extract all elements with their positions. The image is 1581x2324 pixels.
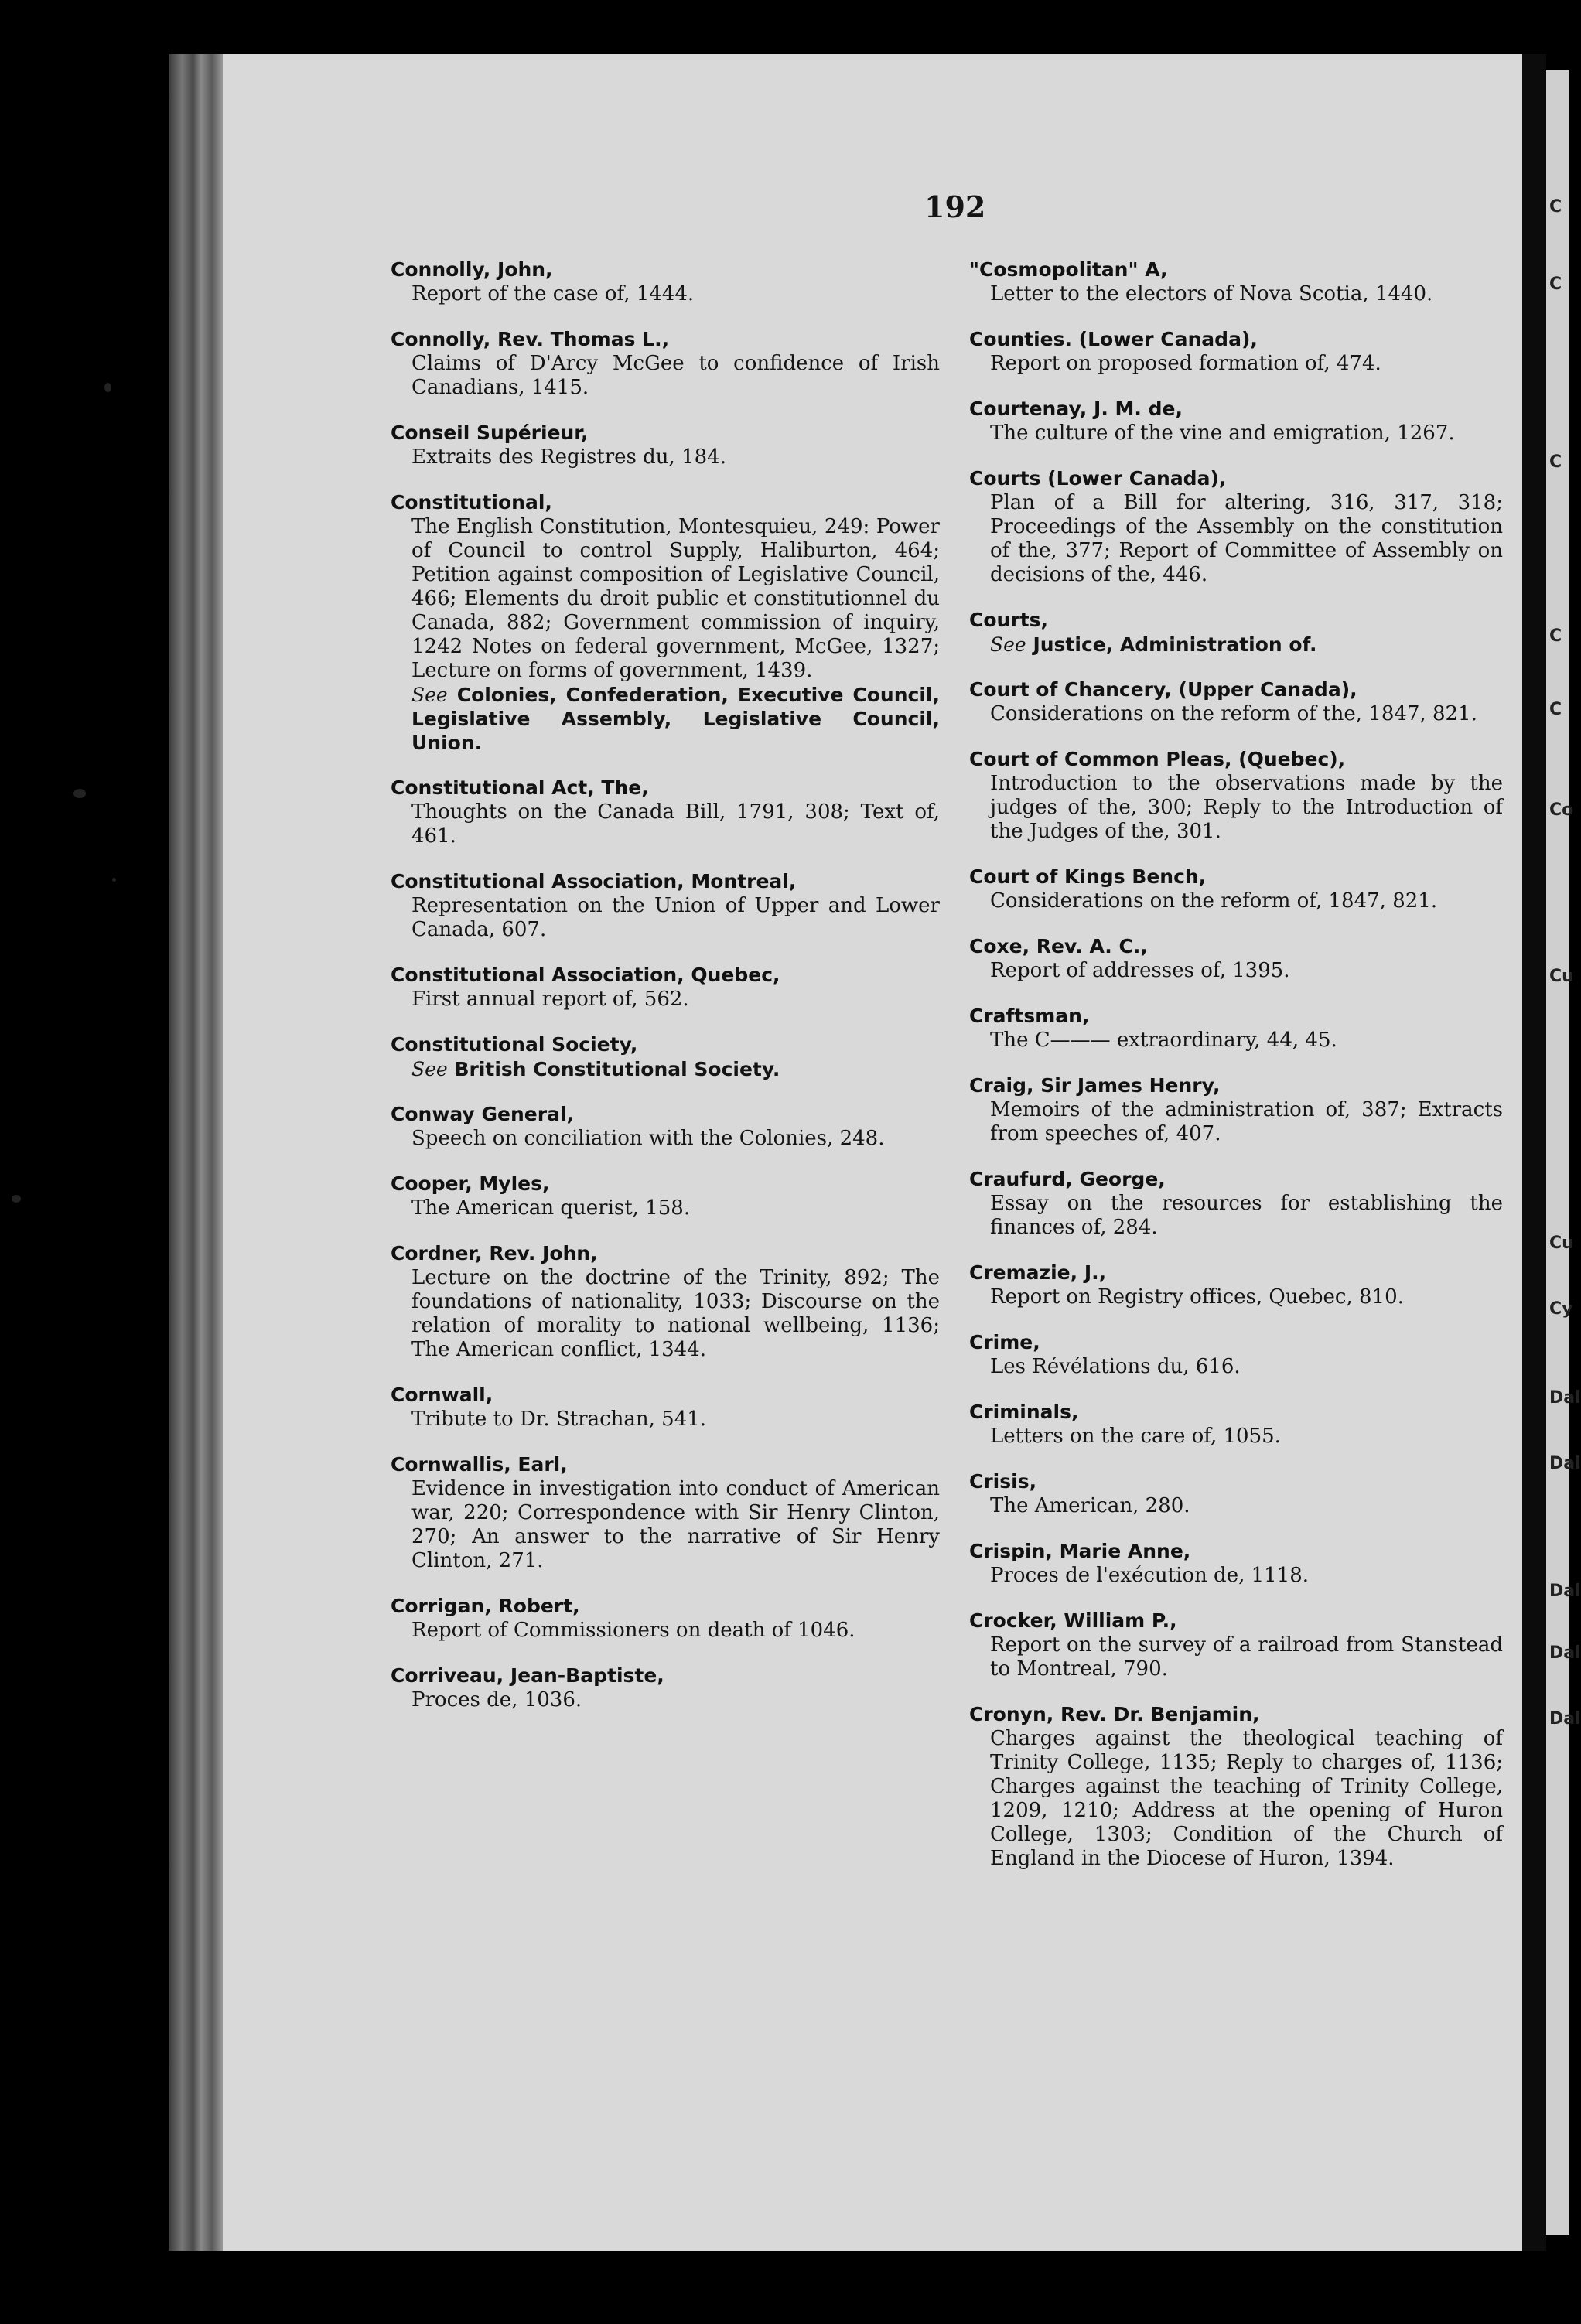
entry-heading: Craftsman,	[969, 1005, 1090, 1027]
entry-body: The C——— extraordinary, 44, 45.	[990, 1029, 1337, 1052]
entry-heading: Constitutional Association, Quebec,	[391, 964, 780, 986]
entry-heading: Craig, Sir James Henry,	[969, 1074, 1221, 1097]
index-entry	[969, 1399, 1503, 1449]
see-prefix: See	[411, 1058, 448, 1080]
entry-heading: Cremazie, J.,	[969, 1261, 1107, 1284]
index-entry	[969, 1260, 1503, 1309]
index-entry	[969, 466, 1503, 587]
index-entry	[969, 1003, 1503, 1053]
adjacent-page-letter: Cu	[1549, 1234, 1574, 1253]
entry-heading: Constitutional Act, The,	[391, 776, 649, 799]
index-entry	[391, 490, 940, 755]
entry-body: Tribute to Dr. Strachan, 541.	[411, 1408, 707, 1431]
entry-heading: Counties. (Lower Canada),	[969, 328, 1258, 350]
entry-heading: Constitutional Association, Montreal,	[391, 870, 797, 892]
index-entry	[969, 257, 1503, 306]
adjacent-page-letter: Dal	[1549, 1643, 1581, 1663]
index-entry	[969, 933, 1503, 983]
index-entry	[969, 1329, 1503, 1379]
entry-body: Proces de, 1036.	[411, 1688, 582, 1711]
entry-heading: Cornwall,	[391, 1384, 493, 1406]
entry-heading: Corrigan, Robert,	[391, 1595, 580, 1617]
entry-body: Report of Commissioners on death of 1046.	[411, 1619, 855, 1642]
entry-heading: Court of Kings Bench,	[969, 865, 1207, 888]
index-column-left	[391, 257, 940, 1732]
index-entry	[391, 1240, 940, 1362]
entry-heading: Connolly, John,	[391, 258, 553, 281]
entry-body: Les Révélations du, 616.	[990, 1355, 1241, 1378]
entry-heading: Cornwallis, Earl,	[391, 1453, 568, 1476]
index-entry	[391, 1382, 940, 1432]
entry-body: Report on proposed formation of, 474.	[990, 352, 1381, 375]
entry-body: Thoughts on the Canada Bill, 1791, 308; Text of, 461.	[411, 800, 940, 848]
entry-heading: Court of Chancery, (Upper Canada),	[969, 678, 1357, 701]
adjacent-page-letter: C	[1549, 626, 1562, 646]
entry-body: The English Constitution, Montesquieu, 249: Power of Council to control Supply, Haliburton, 464; Petition against composition of Legislative Council, 466; Elements du droit public et constitutionnel du Canada, 882; Government commission of inquiry, 1242 Notes on federal government, McGee, 1327; Lecture on forms of government, 1439.	[411, 515, 940, 682]
entry-body: Letters on the care of, 1055.	[990, 1425, 1281, 1448]
entry-body: Plan of a Bill for altering, 316, 317, 318; Proceedings of the Assembly on the constitution of the, 377; Report of Committee of Assembly on decisions of the, 446.	[990, 491, 1503, 586]
entry-heading: Connolly, Rev. Thomas L.,	[391, 328, 670, 350]
entry-body: Claims of D'Arcy McGee to confidence of Irish Canadians, 1415.	[411, 352, 940, 399]
see-prefix: See	[411, 684, 448, 706]
entry-heading: Cronyn, Rev. Dr. Benjamin,	[969, 1703, 1260, 1725]
entry-body: The American, 280.	[990, 1494, 1190, 1517]
index-entry	[391, 1171, 940, 1220]
entry-heading: Conway General,	[391, 1103, 575, 1125]
entry-heading: Cooper, Myles,	[391, 1172, 550, 1195]
index-entry	[969, 1469, 1503, 1518]
entry-heading: Constitutional Society,	[391, 1033, 638, 1056]
entry-heading: Crime,	[969, 1331, 1040, 1353]
entry-heading: Constitutional,	[391, 491, 552, 514]
entry-heading: Crisis,	[969, 1470, 1037, 1493]
see-target: British Constitutional Society.	[454, 1058, 780, 1080]
speck-mark	[12, 1195, 21, 1203]
index-entry	[391, 962, 940, 1012]
see-also-reference	[411, 1057, 940, 1081]
entry-body: Evidence in investigation into conduct of American war, 220; Correspondence with Sir Henry Clinton, 270; An answer to the narrative of Sir Henry Clinton, 271.	[411, 1477, 940, 1572]
adjacent-page-letter: C	[1549, 700, 1562, 719]
index-entry	[391, 1663, 940, 1712]
entry-heading: Courts (Lower Canada),	[969, 467, 1227, 490]
entry-heading: Courts,	[969, 609, 1048, 631]
entry-body: Report of the case of, 1444.	[411, 282, 695, 305]
entry-body: The culture of the vine and emigration, 1267.	[990, 421, 1455, 445]
index-entry	[391, 1452, 940, 1573]
adjacent-page-letter: Dal	[1549, 1709, 1581, 1728]
index-column-right	[969, 257, 1503, 1891]
index-entry	[969, 864, 1503, 913]
entry-heading: Court of Common Pleas, (Quebec),	[969, 748, 1346, 770]
adjacent-page-letter: Co	[1549, 800, 1574, 820]
index-entry	[391, 257, 940, 306]
index-entry	[391, 869, 940, 942]
page-edge-shadow	[1522, 54, 1546, 2251]
index-entry	[969, 396, 1503, 445]
index-entry	[391, 1101, 940, 1151]
adjacent-page-letter: C	[1549, 275, 1562, 294]
entry-heading: Corriveau, Jean-Baptiste,	[391, 1664, 664, 1687]
index-entry	[969, 1166, 1503, 1240]
entry-heading: Coxe, Rev. A. C.,	[969, 935, 1148, 957]
index-entry	[969, 746, 1503, 844]
entry-body: Considerations on the reform of the, 1847, 821.	[990, 702, 1477, 725]
entry-body: Speech on conciliation with the Colonies, 248.	[411, 1127, 885, 1150]
entry-heading: Criminals,	[969, 1401, 1079, 1423]
see-also-reference	[411, 683, 940, 755]
adjacent-page-strip	[1546, 70, 1581, 2235]
entry-body: First annual report of, 562.	[411, 988, 689, 1011]
adjacent-page-letter: Dal	[1549, 1454, 1581, 1473]
index-entry	[969, 1701, 1503, 1871]
see-target: Justice, Administration of.	[1033, 633, 1317, 656]
speck-mark	[104, 383, 111, 392]
index-entry	[391, 1593, 940, 1643]
entry-heading: Crocker, William P.,	[969, 1609, 1177, 1632]
entry-body: Charges against the theological teaching of Trinity College, 1135; Reply to charges of, 1136; Charges against the teaching of Trinity College, 1209, 1210; Address at the opening of Huron College, 1303; Condition of the Church of England in the Diocese of Huron, 1394.	[990, 1727, 1503, 1870]
adjacent-page-letter: Cu	[1549, 967, 1574, 986]
entry-heading: Cordner, Rev. John,	[391, 1242, 598, 1264]
see-target: Colonies, Confederation, Executive Council, Legislative Assembly, Legislative Council, Union.	[411, 684, 940, 754]
entry-body: Memoirs of the administration of, 387; Extracts from speeches of, 407.	[990, 1098, 1503, 1145]
entry-heading: "Cosmopolitan" A,	[969, 258, 1168, 281]
entry-heading: Courtenay, J. M. de,	[969, 398, 1183, 420]
book-gutter	[169, 54, 223, 2251]
entry-body: Report on Registry offices, Quebec, 810.	[990, 1285, 1404, 1309]
entry-body: Representation on the Union of Upper and Lower Canada, 607.	[411, 894, 940, 941]
index-entry	[969, 1073, 1503, 1146]
entry-body: Report of addresses of, 1395.	[990, 959, 1290, 982]
page-number: 192	[924, 189, 986, 224]
see-prefix: See	[990, 633, 1026, 656]
index-entry	[969, 607, 1503, 657]
index-entry	[391, 1032, 940, 1081]
entry-heading: Craufurd, George,	[969, 1168, 1166, 1190]
adjacent-page-letter: Dal	[1549, 1388, 1581, 1408]
speck-mark	[73, 789, 86, 798]
speck-mark	[112, 878, 116, 882]
index-entry	[391, 775, 940, 848]
entry-body: Letter to the electors of Nova Scotia, 1440.	[990, 282, 1433, 305]
entry-body: Proces de l'exécution de, 1118.	[990, 1564, 1310, 1587]
entry-body: Introduction to the observations made by the judges of the, 300; Reply to the Introduction of the Judges of the, 301.	[990, 772, 1503, 843]
entry-body: Extraits des Registres du, 184.	[411, 445, 726, 469]
adjacent-page-letter: Cy	[1549, 1299, 1573, 1319]
index-entry	[969, 326, 1503, 376]
entry-body: Report on the survey of a railroad from Stanstead to Montreal, 790.	[990, 1633, 1503, 1681]
index-entry	[969, 1608, 1503, 1681]
index-entry	[969, 1538, 1503, 1588]
see-also-reference	[990, 633, 1503, 657]
entry-body: The American querist, 158.	[411, 1196, 691, 1220]
index-entry	[391, 326, 940, 400]
index-entry	[969, 677, 1503, 726]
adjacent-page-letter: Dal	[1549, 1582, 1581, 1601]
entry-body: Essay on the resources for establishing the finances of, 284.	[990, 1192, 1503, 1239]
entry-body: Considerations on the reform of, 1847, 821.	[990, 889, 1438, 913]
entry-heading: Crispin, Marie Anne,	[969, 1540, 1191, 1562]
adjacent-page-letter: C	[1549, 452, 1562, 472]
entry-body: Lecture on the doctrine of the Trinity, 892; The foundations of nationality, 1033; Discourse on the relation of morality to national wellbeing, 1136; The American conflict, 1344.	[411, 1266, 940, 1361]
index-entry	[391, 420, 940, 469]
entry-heading: Conseil Supérieur,	[391, 421, 589, 444]
adjacent-page-letter: C	[1549, 197, 1562, 217]
